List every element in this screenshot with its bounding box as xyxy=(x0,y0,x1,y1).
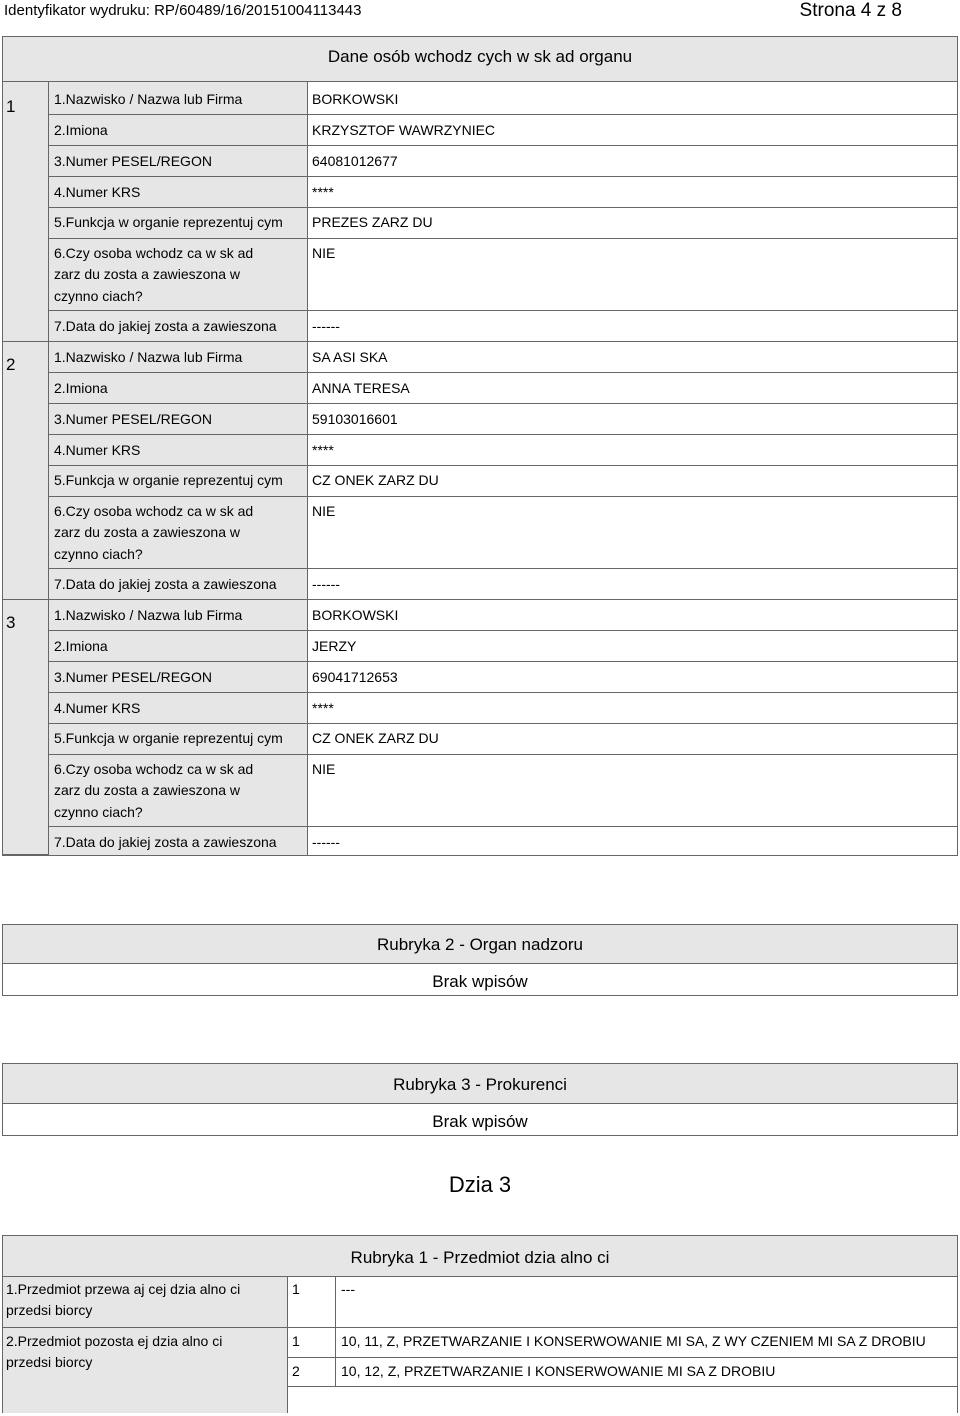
field-label: 4.Numer KRS xyxy=(54,700,141,716)
field-label: 6.Czy osoba wchodz ca w sk ad xyxy=(54,761,254,777)
field-label: czynno ciach? xyxy=(54,546,143,562)
field-label: 1.Nazwisko / Nazwa lub Firma xyxy=(54,91,243,107)
field-label: czynno ciach? xyxy=(54,288,143,304)
field-label: 1.Nazwisko / Nazwa lub Firma xyxy=(54,607,243,623)
field-value-pesel: 64081012677 xyxy=(312,153,398,169)
field-label: zarz du zosta a zawieszona w xyxy=(54,266,240,282)
field-value-krs: **** xyxy=(312,700,334,716)
field-value-pesel: 69041712653 xyxy=(312,669,398,685)
field-value-function: CZ ONEK ZARZ DU xyxy=(312,472,439,488)
field-value-surname: BORKOWSKI xyxy=(312,91,399,107)
field-label: 7.Data do jakiej zosta a zawieszona xyxy=(54,834,277,850)
field-value-suspended: NIE xyxy=(312,503,336,519)
dzial3-title: Dzia 3 xyxy=(448,1172,512,1197)
field-label: 5.Funkcja w organie reprezentuj cym xyxy=(54,214,283,230)
rubryka3-empty-note: Brak wpisów xyxy=(432,1112,528,1131)
rubryka1-row-label: przedsi biorcy xyxy=(6,1302,93,1318)
field-value-suspension-date: ------ xyxy=(312,318,340,334)
rubryka1-row-label: przedsi biorcy xyxy=(6,1354,93,1370)
field-value-suspension-date: ------ xyxy=(312,834,340,850)
field-value-suspended: NIE xyxy=(312,761,336,777)
field-label: 2.Imiona xyxy=(54,122,108,138)
field-label: 2.Imiona xyxy=(54,638,108,654)
rubryka2-title: Rubryka 2 - Organ nadzoru xyxy=(377,935,583,954)
field-label: 3.Numer PESEL/REGON xyxy=(54,411,212,427)
field-label: 7.Data do jakiej zosta a zawieszona xyxy=(54,318,277,334)
field-value-surname: BORKOWSKI xyxy=(312,607,399,623)
field-label: 4.Numer KRS xyxy=(54,184,141,200)
field-value-suspended: NIE xyxy=(312,245,336,261)
entry-number: 1 xyxy=(292,1281,300,1297)
person-index: 3 xyxy=(6,613,16,632)
person-index: 2 xyxy=(6,355,16,374)
field-value-names: KRZYSZTOF WAWRZYNIEC xyxy=(312,122,496,138)
field-label: zarz du zosta a zawieszona w xyxy=(54,524,240,540)
field-value-function: PREZES ZARZ DU xyxy=(312,214,433,230)
field-label: zarz du zosta a zawieszona w xyxy=(54,782,240,798)
field-label: 3.Numer PESEL/REGON xyxy=(54,669,212,685)
entry-text: 10, 12, Z, PRZETWARZANIE I KONSERWOWANIE MI SA Z DROBIU xyxy=(341,1363,776,1379)
field-label: czynno ciach? xyxy=(54,804,143,820)
field-label: 5.Funkcja w organie reprezentuj cym xyxy=(54,730,283,746)
entry-number: 2 xyxy=(292,1363,300,1379)
field-label: 6.Czy osoba wchodz ca w sk ad xyxy=(54,245,254,261)
field-value-pesel: 59103016601 xyxy=(312,411,398,427)
field-label: 2.Imiona xyxy=(54,380,108,396)
index-column xyxy=(2,82,48,855)
field-label: 5.Funkcja w organie reprezentuj cym xyxy=(54,472,283,488)
persons-title: Dane osób wchodz cych w sk ad organu xyxy=(327,47,633,66)
rubryka3-title: Rubryka 3 - Prokurenci xyxy=(393,1075,567,1094)
field-value-suspension-date: ------ xyxy=(312,576,340,592)
field-label: 6.Czy osoba wchodz ca w sk ad xyxy=(54,503,254,519)
entry-text: 10, 11, Z, PRZETWARZANIE I KONSERWOWANIE MI SA, Z WY CZENIEM MI SA Z DROBIU xyxy=(341,1333,926,1349)
rubryka1-title: Rubryka 1 - Przedmiot dzia alno ci xyxy=(350,1248,610,1267)
entry-number: 1 xyxy=(292,1333,300,1349)
field-value-function: CZ ONEK ZARZ DU xyxy=(312,730,439,746)
print-identifier: Identyfikator wydruku: RP/60489/16/20151004113443 xyxy=(4,2,362,19)
person-index: 1 xyxy=(6,97,16,116)
page-number: Strona 4 z 8 xyxy=(799,0,902,21)
rubryka1-row-label: 2.Przedmiot pozosta ej dzia alno ci xyxy=(6,1333,223,1349)
field-value-krs: **** xyxy=(312,442,334,458)
field-label: 1.Nazwisko / Nazwa lub Firma xyxy=(54,349,243,365)
rubryka2-empty-note: Brak wpisów xyxy=(432,972,528,991)
field-value-surname: SA ASI SKA xyxy=(312,349,388,365)
field-value-krs: **** xyxy=(312,184,334,200)
rubryka1-row-label: 1.Przedmiot przewa aj cej dzia alno ci xyxy=(6,1281,241,1297)
entry-text: --- xyxy=(341,1281,355,1297)
field-label: 7.Data do jakiej zosta a zawieszona xyxy=(54,576,277,592)
field-label: 3.Numer PESEL/REGON xyxy=(54,153,212,169)
field-label: 4.Numer KRS xyxy=(54,442,141,458)
field-value-names: ANNA TERESA xyxy=(312,380,410,396)
field-value-names: JERZY xyxy=(312,638,357,654)
